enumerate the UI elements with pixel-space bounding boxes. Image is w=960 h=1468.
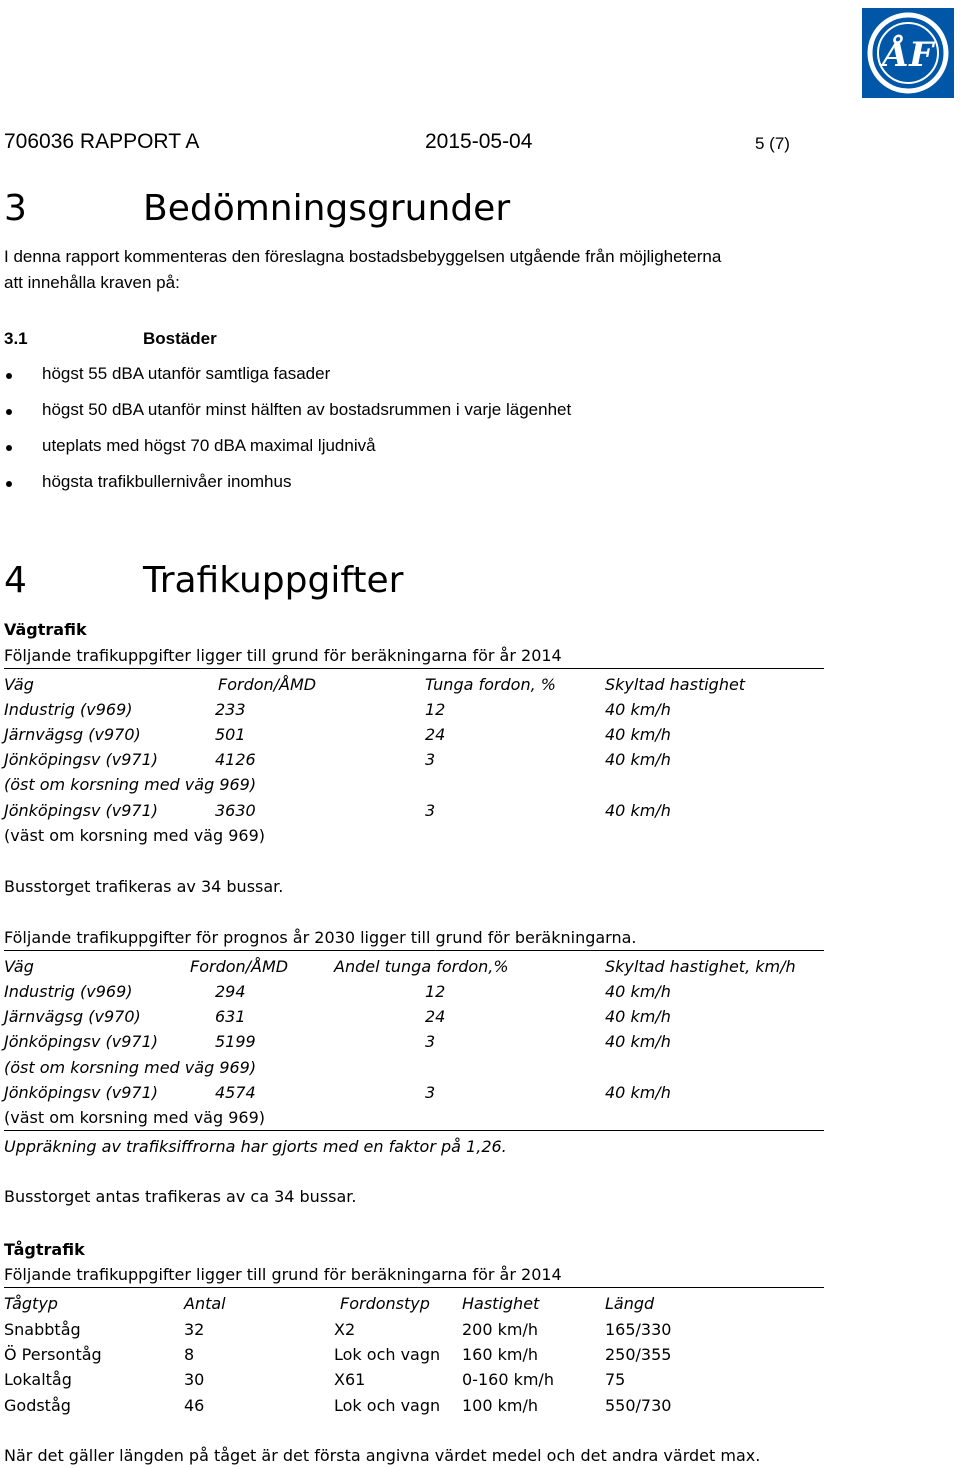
cell: Järnvägsg (v970) bbox=[4, 1007, 141, 1026]
cell: 160 km/h bbox=[462, 1345, 539, 1364]
header-cell: Fordon/ÅMD bbox=[218, 675, 317, 694]
section3-number: 3 bbox=[4, 188, 27, 229]
cell: 75 bbox=[605, 1370, 626, 1389]
cell: Jönköpingsv (v971) bbox=[4, 1032, 158, 1051]
header-cell: Fordonstyp bbox=[340, 1294, 430, 1313]
road-heading: Vägtrafik bbox=[4, 620, 87, 639]
cell: Industrig (v969) bbox=[4, 982, 133, 1001]
logo-text: ÅF bbox=[882, 35, 934, 75]
cell: X2 bbox=[334, 1320, 356, 1339]
cell: 294 bbox=[215, 982, 246, 1001]
subsection-title: Bostäder bbox=[143, 329, 217, 348]
table-rule bbox=[4, 1287, 824, 1288]
bullet-item: högst 50 dBA utanför minst hälften av bostadsrummen i varje lägenhet bbox=[42, 400, 572, 419]
table-rule bbox=[4, 950, 824, 951]
cell: 3630 bbox=[215, 801, 256, 820]
train-caption: Följande trafikuppgifter ligger till grund för beräkningarna för år 2014 bbox=[4, 1265, 562, 1284]
cell: (väst om korsning med väg 969) bbox=[4, 826, 266, 845]
cell: 30 bbox=[184, 1370, 205, 1389]
road-caption: Följande trafikuppgifter ligger till grund för beräkningarna för år 2014 bbox=[4, 646, 562, 665]
cell: Lok och vagn bbox=[334, 1345, 441, 1364]
cell: 4574 bbox=[215, 1083, 256, 1102]
length-note: När det gäller längden på tåget är det första angivna värdet medel och det andra värdet max. bbox=[4, 1446, 761, 1465]
report-id: 706036 RAPPORT A bbox=[4, 130, 200, 153]
bullet-dot bbox=[6, 481, 12, 487]
cell: Lok och vagn bbox=[334, 1396, 441, 1415]
section4-title: Trafikuppgifter bbox=[143, 560, 404, 601]
table-rule bbox=[4, 668, 824, 669]
header-cell: Väg bbox=[4, 675, 34, 694]
af-logo-icon bbox=[862, 8, 954, 98]
bullet-dot bbox=[6, 373, 12, 379]
bus-note: Busstorget trafikeras av 34 bussar. bbox=[4, 877, 284, 896]
cell: 550/730 bbox=[605, 1396, 672, 1415]
cell: 100 km/h bbox=[462, 1396, 539, 1415]
cell: 40 km/h bbox=[605, 1032, 671, 1051]
header-cell: Skyltad hastighet, km/h bbox=[605, 957, 796, 976]
subsection-number: 3.1 bbox=[4, 329, 28, 348]
cell: 24 bbox=[425, 1007, 446, 1026]
header-cell: Längd bbox=[605, 1294, 655, 1313]
header-cell: Väg bbox=[4, 957, 34, 976]
cell: Snabbtåg bbox=[4, 1320, 81, 1339]
cell: 250/355 bbox=[605, 1345, 672, 1364]
cell: 200 km/h bbox=[462, 1320, 539, 1339]
cell: 40 km/h bbox=[605, 1083, 671, 1102]
cell: 32 bbox=[184, 1320, 205, 1339]
cell: 3 bbox=[425, 801, 436, 820]
header-cell: Andel tunga fordon,% bbox=[334, 957, 509, 976]
cell: (öst om korsning med väg 969) bbox=[4, 1058, 257, 1077]
cell: 40 km/h bbox=[605, 982, 671, 1001]
header-cell: Tågtyp bbox=[4, 1294, 58, 1313]
cell: 12 bbox=[425, 982, 446, 1001]
cell: Godståg bbox=[4, 1396, 71, 1415]
table-rule bbox=[4, 1130, 824, 1131]
bullet-dot bbox=[6, 409, 12, 415]
header-cell: Fordon/ÅMD bbox=[190, 957, 289, 976]
train-heading: Tågtrafik bbox=[4, 1240, 85, 1259]
cell: 165/330 bbox=[605, 1320, 672, 1339]
cell: 3 bbox=[425, 750, 436, 769]
header-cell: Hastighet bbox=[462, 1294, 540, 1313]
cell: 46 bbox=[184, 1396, 205, 1415]
cell: 501 bbox=[215, 725, 246, 744]
cell: 3 bbox=[425, 1083, 436, 1102]
section3-intro-line2: att innehålla kraven på: bbox=[4, 273, 180, 292]
report-date: 2015-05-04 bbox=[425, 130, 533, 153]
section4-number: 4 bbox=[4, 560, 27, 601]
factor-note: Uppräkning av trafiksiffrorna har gjorts med en faktor på 1,26. bbox=[4, 1137, 507, 1156]
cell: 40 km/h bbox=[605, 750, 671, 769]
cell: Jönköpingsv (v971) bbox=[4, 750, 158, 769]
cell: 40 km/h bbox=[605, 700, 671, 719]
cell: X61 bbox=[334, 1370, 366, 1389]
prognosis-caption: Följande trafikuppgifter för prognos år 2030 ligger till grund för beräkningarna. bbox=[4, 928, 637, 947]
cell: 24 bbox=[425, 725, 446, 744]
bullet-item: uteplats med högst 70 dBA maximal ljudnivå bbox=[42, 436, 376, 455]
cell: 5199 bbox=[215, 1032, 256, 1051]
bus-note-2: Busstorget antas trafikeras av ca 34 bussar. bbox=[4, 1187, 357, 1206]
cell: 3 bbox=[425, 1032, 436, 1051]
page-number: 5 (7) bbox=[755, 134, 790, 153]
header-cell: Tunga fordon, % bbox=[425, 675, 556, 694]
section3-title: Bedömningsgrunder bbox=[143, 188, 511, 229]
cell: Järnvägsg (v970) bbox=[4, 725, 141, 744]
section3-intro-line1: I denna rapport kommenteras den föreslagna bostadsbebyggelsen utgående från möjligheterna bbox=[4, 247, 722, 266]
bullet-item: högsta trafikbullernivåer inomhus bbox=[42, 472, 292, 491]
cell: 40 km/h bbox=[605, 1007, 671, 1026]
cell: Lokaltåg bbox=[4, 1370, 72, 1389]
cell: Jönköpingsv (v971) bbox=[4, 801, 158, 820]
cell: Ö Persontåg bbox=[4, 1345, 102, 1364]
cell: 8 bbox=[184, 1345, 195, 1364]
bullet-dot bbox=[6, 445, 12, 451]
cell: 0-160 km/h bbox=[462, 1370, 554, 1389]
cell: 40 km/h bbox=[605, 725, 671, 744]
cell: (väst om korsning med väg 969) bbox=[4, 1108, 266, 1127]
cell: Industrig (v969) bbox=[4, 700, 133, 719]
cell: 40 km/h bbox=[605, 801, 671, 820]
cell: 4126 bbox=[215, 750, 256, 769]
cell: 12 bbox=[425, 700, 446, 719]
cell: Jönköpingsv (v971) bbox=[4, 1083, 158, 1102]
header-cell: Skyltad hastighet bbox=[605, 675, 746, 694]
cell: 631 bbox=[215, 1007, 246, 1026]
header-cell: Antal bbox=[184, 1294, 226, 1313]
bullet-item: högst 55 dBA utanför samtliga fasader bbox=[42, 364, 331, 383]
cell: (öst om korsning med väg 969) bbox=[4, 775, 257, 794]
cell: 233 bbox=[215, 700, 246, 719]
